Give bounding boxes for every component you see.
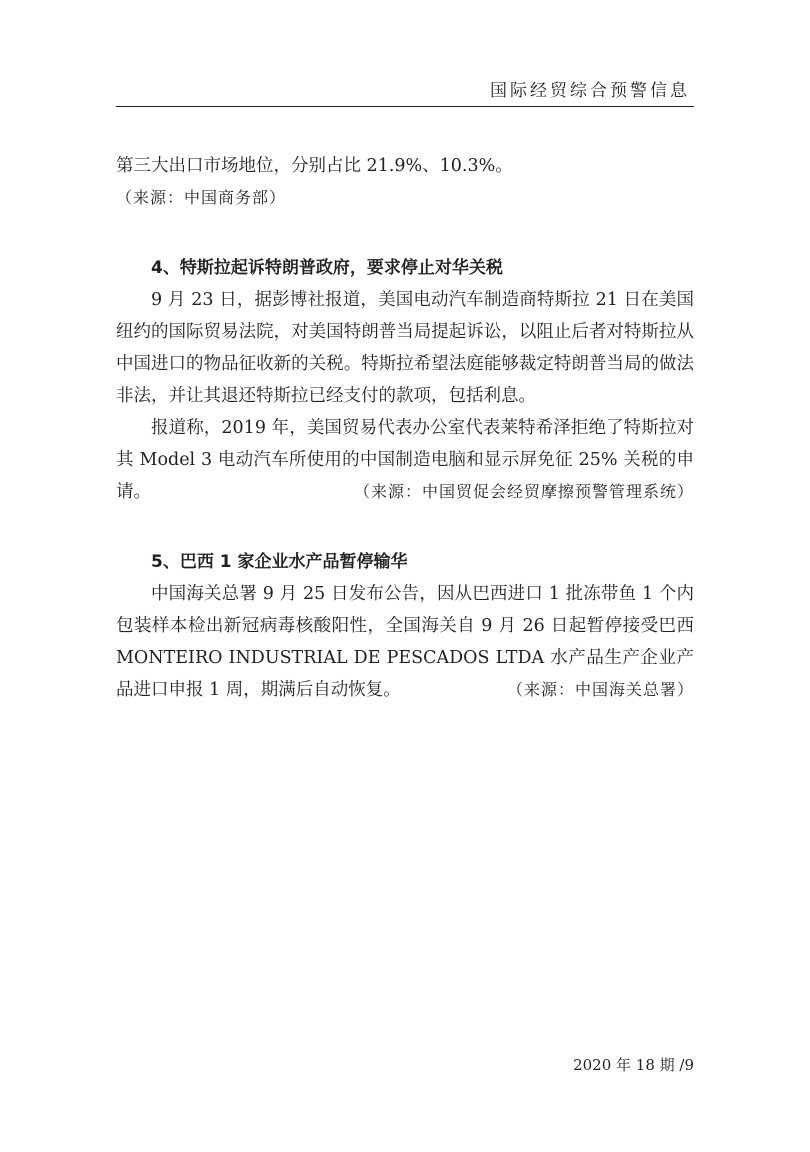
running-header-title: 国际经贸综合预警信息: [490, 81, 690, 101]
page-content: [116, 150, 694, 706]
section-4-source: （来源：中国贸促会经贸摩擦预警管理系统）: [353, 482, 694, 501]
section-5-paragraph-1-text: 中国海关总署 9 月 25 日发布公告，因从巴西进口 1 批冻带鱼 1 个内包装样本检出新冠病毒核酸阳性，全国海关自 9 月 26 日起暂停接受巴西 MONTEIRO INDUSTRIAL DE PESCADOS LTDA 水产品生产企业产品进口申报 1 周，期满后自动恢复。: [116, 584, 694, 700]
section-5: [116, 546, 694, 706]
section-4-heading: 4、特斯拉起诉特朗普政府，要求停止对华关税: [151, 258, 503, 278]
header-rule: [116, 106, 694, 107]
section-5-paragraph-1: [116, 578, 694, 706]
section-4: [116, 252, 694, 508]
section-4-paragraph-2-text: 报道称，2019 年，美国贸易代表办公室代表莱特希泽拒绝了特斯拉对其 Model 3 电动汽车所使用的中国制造电脑和显示屏免征 25% 关税的申请。: [116, 418, 694, 502]
section-4-paragraph-1: 9 月 23 日，据彭博社报道，美国电动汽车制造商特斯拉 21 日在美国纽约的国际贸易法院，对美国特朗普当局提起诉讼，以阻止后者对特斯拉从中国进口的物品征收新的关税。特斯拉希望法庭能够裁定特朗普当局的做法非法，并让其退还特斯拉已经支付的款项，包括利息。: [116, 290, 694, 406]
page-number: 2020 年 18 期 /9: [573, 1056, 694, 1074]
section-5-heading: 5、巴西 1 家企业水产品暂停输华: [151, 552, 408, 572]
intro-source: （来源：中国商务部）: [116, 188, 287, 207]
intro-paragraph: 第三大出口市场地位，分别占比 21.9%、10.3%。: [116, 156, 513, 176]
section-5-source: （来源：中国海关总署）: [506, 680, 694, 699]
section-4-paragraph-2: [116, 412, 694, 508]
